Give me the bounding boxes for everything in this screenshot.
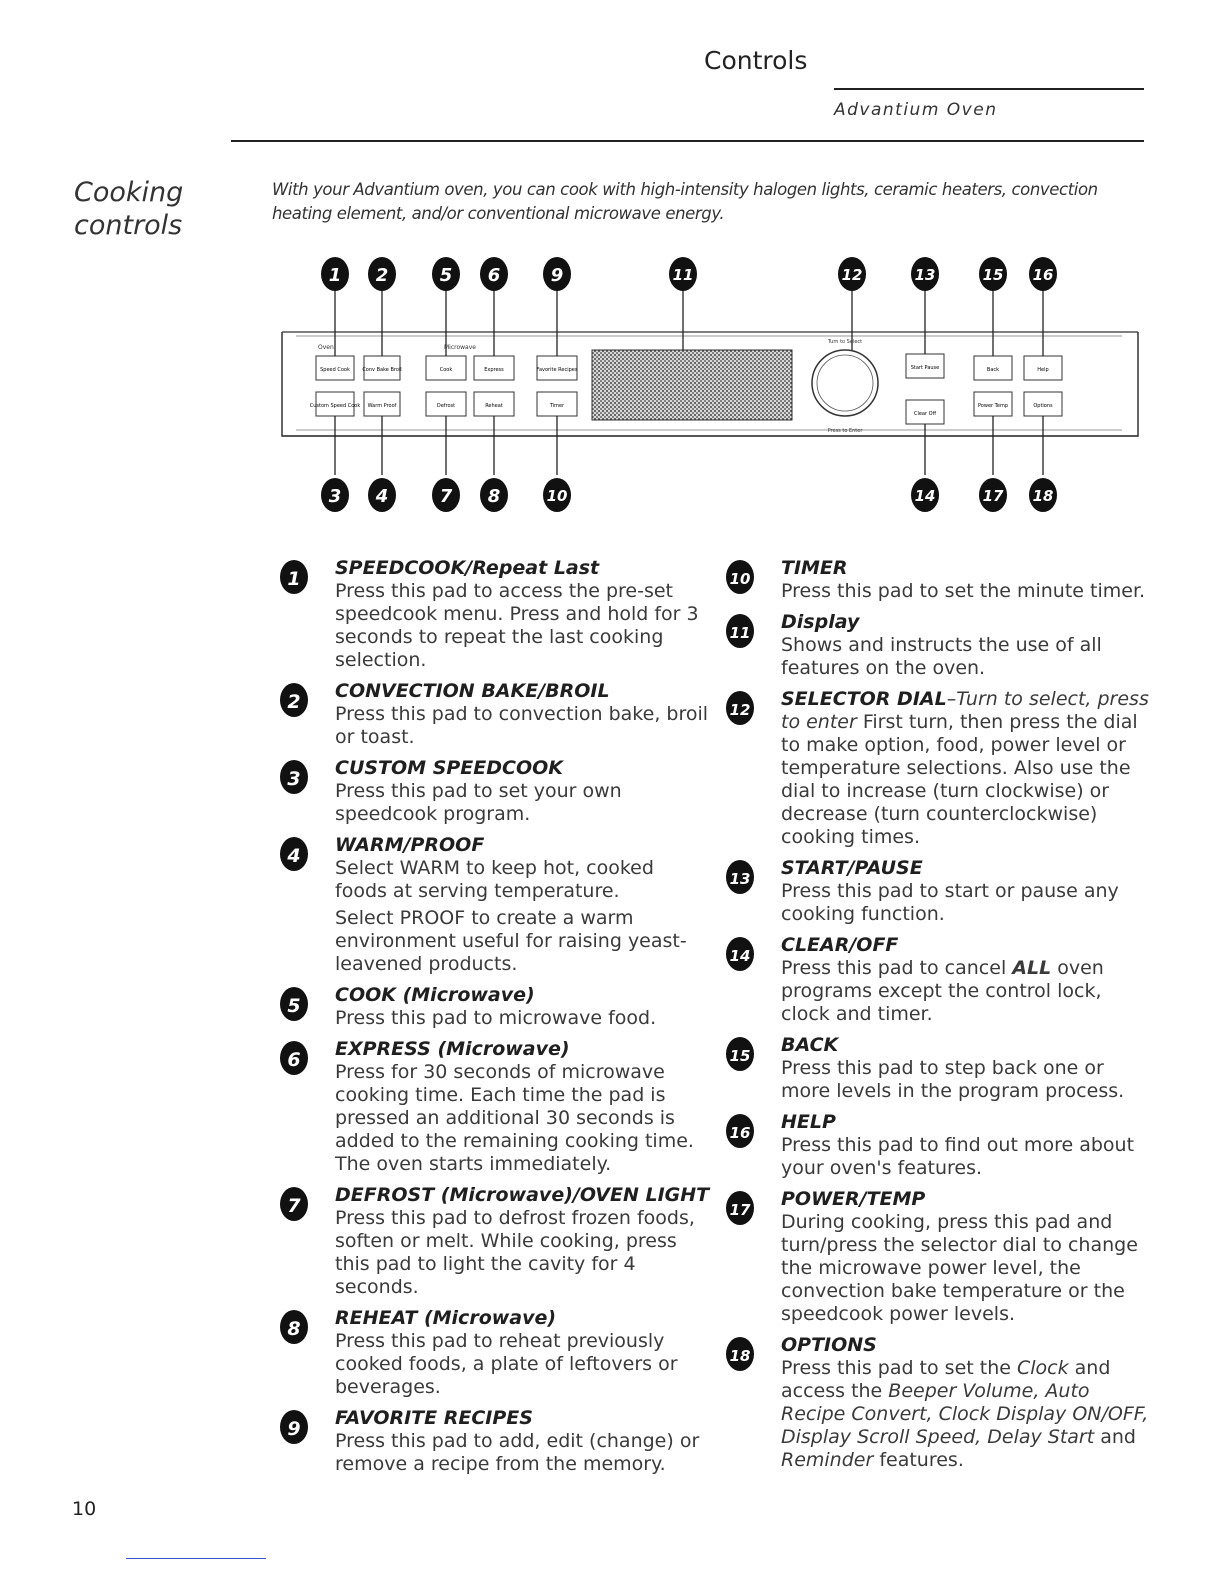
number-badge-8 (279, 1309, 309, 1345)
custom-speedcook-pad-label: Custom Speed Cook (309, 403, 361, 409)
descriptions-left-column (287, 557, 710, 1484)
entry-4-text (335, 857, 710, 976)
warm-proof-pad-label: Warm Proof (367, 403, 397, 409)
callouts-bottom (321, 478, 1057, 512)
entry-7 (287, 1184, 710, 1299)
entry-12-body (781, 688, 1151, 849)
entry-12-title-suffix: –Turn to select, press to enter (781, 688, 1149, 733)
svg-text:16: 16 (1032, 266, 1054, 284)
callout-2 (368, 257, 396, 291)
control-panel-diagram (270, 250, 1150, 530)
entry-16-text: Press this pad to find out more about your oven's features. (781, 1134, 1135, 1179)
entry-1-text: Press this pad to access the pre-set speedcook menu. Press and hold for 3 seconds to repeat the last cooking selection. (335, 580, 699, 671)
options-pad-label: Options (1033, 403, 1053, 409)
entry-13-title: START/PAUSE (781, 857, 923, 879)
number-badge-1 (279, 559, 309, 595)
entry-11-text: Shows and instructs the use of all features on the oven. (781, 634, 1102, 679)
descriptions-right-column (729, 557, 1151, 1480)
svg-text:1: 1 (287, 568, 301, 590)
section-title (74, 176, 183, 242)
entry-3 (287, 757, 710, 826)
svg-text:3: 3 (328, 486, 342, 507)
callout-lines-bottom (335, 416, 1043, 475)
entry-17-text: During cooking, press this pad and turn/press the selector dial to change the microwave power level, the convection bake temperature or the speedcook power levels. (781, 1211, 1138, 1325)
entry-2-text: Press this pad to convection bake, broil or toast. (335, 703, 709, 748)
number-badge-4 (279, 836, 309, 872)
svg-text:18: 18 (729, 1347, 751, 1365)
power-temp-pad-label: Power Temp (977, 403, 1009, 409)
svg-text:2: 2 (287, 691, 301, 713)
number-badge-2 (279, 682, 309, 718)
svg-text:10: 10 (729, 570, 751, 588)
entry-1-title: SPEEDCOOK/Repeat Last (335, 557, 600, 579)
entry-9 (287, 1407, 710, 1476)
entry-12-title: SELECTOR DIAL (781, 688, 947, 710)
number-badge-13 (725, 859, 755, 895)
svg-text:4: 4 (287, 845, 301, 867)
number-badge-17 (725, 1190, 755, 1226)
svg-text:6: 6 (287, 1049, 301, 1071)
number-badge-6 (279, 1040, 309, 1076)
reheat-pad-label: Reheat (485, 403, 503, 409)
entry-13 (729, 857, 1151, 926)
start-pause-pad-label: Start Pause (910, 365, 940, 371)
number-badge-3 (279, 759, 309, 795)
callout-lines-top (335, 290, 1043, 356)
svg-text:10: 10 (546, 487, 568, 505)
svg-text:8: 8 (287, 1318, 301, 1340)
entry-6 (287, 1038, 710, 1176)
callout-5 (432, 257, 460, 291)
selector-dial[interactable] (812, 350, 878, 416)
number-badge-9 (279, 1409, 309, 1445)
display-screen (592, 350, 792, 420)
svg-text:17: 17 (982, 487, 1004, 505)
dial-top-label: Turn to Select (827, 339, 863, 345)
callout-17 (979, 478, 1007, 512)
entry-10-title: TIMER (781, 557, 848, 579)
entry-10 (729, 557, 1151, 603)
svg-text:5: 5 (439, 265, 453, 286)
section-title-line2: controls (74, 210, 183, 241)
svg-text:12: 12 (729, 701, 751, 719)
entry-15-text: Press this pad to step back one or more levels in the program process. (781, 1057, 1125, 1102)
callout-7 (432, 478, 460, 512)
entry-8 (287, 1307, 710, 1399)
svg-text:1: 1 (328, 265, 342, 286)
entry-11-title: Display (781, 611, 860, 633)
svg-text:16: 16 (729, 1124, 751, 1142)
number-badge-18 (725, 1336, 755, 1372)
entry-14 (729, 934, 1151, 1026)
callout-4 (368, 478, 396, 512)
svg-text:14: 14 (914, 487, 936, 505)
callout-6 (480, 257, 508, 291)
entry-8-title: REHEAT (Microwave) (335, 1307, 557, 1329)
entry-17 (729, 1188, 1151, 1326)
entry-2 (287, 680, 710, 749)
help-pad-label: Help (1037, 367, 1049, 373)
svg-text:17: 17 (729, 1201, 751, 1219)
svg-text:11: 11 (672, 266, 694, 284)
svg-text:9: 9 (287, 1418, 301, 1440)
callout-9 (543, 257, 571, 291)
page-header-title: Controls (704, 46, 808, 75)
header-divider (231, 140, 1144, 142)
svg-text:8: 8 (487, 486, 501, 507)
entry-13-text: Press this pad to start or pause any cooking function. (781, 880, 1119, 925)
page-header-subtitle: Advantium Oven (834, 100, 998, 120)
callout-10 (543, 478, 571, 512)
number-badge-7 (279, 1186, 309, 1222)
callout-11 (669, 257, 697, 291)
number-badge-11 (725, 613, 755, 649)
entry-16 (729, 1111, 1151, 1180)
callout-16 (1029, 257, 1057, 291)
callout-15 (979, 257, 1007, 291)
callout-18 (1029, 478, 1057, 512)
svg-text:6: 6 (487, 265, 501, 286)
number-badge-5 (279, 986, 309, 1022)
callout-12 (838, 257, 866, 291)
entry-4-title: WARM/PROOF (335, 834, 485, 856)
header-divider-short (834, 88, 1144, 90)
entry-9-text: Press this pad to add, edit (change) or remove a recipe from the memory. (335, 1430, 700, 1475)
entry-7-text: Press this pad to defrost frozen foods, soften or melt. While cooking, press this pad to light the cavity for 4 seconds. (335, 1207, 695, 1298)
back-pad-label: Back (986, 367, 1000, 373)
entry-5-text: Press this pad to microwave food. (335, 1007, 657, 1029)
section-title-line1: Cooking (74, 177, 184, 208)
svg-text:3: 3 (287, 768, 301, 790)
entry-15 (729, 1034, 1151, 1103)
favorite-recipes-pad-label: Favorite Recipes (536, 367, 578, 373)
entry-18-text: Press this pad to set the Clock and access the Beeper Volume, Auto Recipe Convert, Clock Display ON/OFF, Display Scroll Speed, Delay Start and Reminder features. (781, 1357, 1149, 1471)
svg-text:12: 12 (841, 266, 863, 284)
svg-text:7: 7 (287, 1195, 301, 1217)
entry-11 (729, 611, 1151, 680)
svg-text:13: 13 (729, 870, 751, 888)
entry-5 (287, 984, 710, 1030)
entry-18 (729, 1334, 1151, 1472)
svg-text:15: 15 (982, 266, 1004, 284)
intro-paragraph: With your Advantium oven, you can cook with high-intensity halogen lights, ceramic heaters, convection heating element, and/or conventional microwave energy. (272, 180, 1098, 223)
entry-12 (729, 688, 1151, 849)
svg-text:4: 4 (375, 486, 389, 507)
svg-text:15: 15 (729, 1047, 751, 1065)
entry-12-text: First turn, then press the dial to make option, food, power level or temperature selections. Also use the dial to increase (turn clockwise) or decrease (turn counterclockwise) cooking times. (781, 711, 1138, 848)
entry-16-title: HELP (781, 1111, 836, 1133)
svg-text:2: 2 (375, 265, 389, 286)
entry-1 (287, 557, 710, 672)
entry-6-text: Press for 30 seconds of microwave cooking time. Each time the pad is pressed an additional 30 seconds is added to the remaining cooking time. The oven starts immediately. (335, 1061, 694, 1175)
svg-text:13: 13 (914, 266, 936, 284)
svg-text:11: 11 (729, 624, 751, 642)
callout-1 (321, 257, 349, 291)
entry-4-text-proof: Select PROOF to create a warm environment useful for raising yeast-leavened products. (335, 907, 687, 975)
group-label-microwave: Microwave (444, 344, 476, 351)
callout-13 (911, 257, 939, 291)
svg-text:5: 5 (287, 995, 301, 1017)
callout-14 (911, 478, 939, 512)
entry-10-text: Press this pad to set the minute timer. (781, 580, 1146, 602)
entry-14-title: CLEAR/OFF (781, 934, 899, 956)
entry-15-title: BACK (781, 1034, 839, 1056)
entry-5-title: COOK (Microwave) (335, 984, 535, 1006)
number-badge-10 (725, 559, 755, 595)
conv-bake-broil-pad-label: Conv Bake Broil (362, 367, 402, 373)
number-badge-16 (725, 1113, 755, 1149)
entry-3-title: CUSTOM SPEEDCOOK (335, 757, 563, 779)
cook-pad-label: Cook (439, 367, 453, 373)
speedcook-pad-label: Speed Cook (320, 367, 350, 373)
page-number: 10 (72, 1498, 97, 1520)
entry-6-title: EXPRESS (Microwave) (335, 1038, 570, 1060)
svg-text:18: 18 (1032, 487, 1054, 505)
entry-18-title: OPTIONS (781, 1334, 877, 1356)
timer-pad-label: Timer (549, 403, 565, 409)
entry-4 (287, 834, 710, 976)
svg-text:7: 7 (439, 486, 453, 507)
callout-3 (321, 478, 349, 512)
dial-bottom-label: Press to Enter (827, 428, 863, 434)
number-badge-12 (725, 690, 755, 726)
callout-8 (480, 478, 508, 512)
entry-7-title: DEFROST (Microwave)/OVEN LIGHT (335, 1184, 710, 1206)
svg-text:14: 14 (729, 947, 751, 965)
callouts-top (321, 257, 1057, 291)
entry-3-text: Press this pad to set your own speedcook program. (335, 780, 622, 825)
entry-4-text-warm: Select WARM to keep hot, cooked foods at serving temperature. (335, 857, 654, 902)
entry-9-title: FAVORITE RECIPES (335, 1407, 533, 1429)
number-badge-14 (725, 936, 755, 972)
entry-2-title: CONVECTION BAKE/BROIL (335, 680, 610, 702)
group-label-oven: Oven (318, 344, 334, 351)
express-pad-label: Express (484, 367, 504, 373)
clear-off-pad-label: Clear Off (913, 411, 937, 417)
defrost-pad-label: Defrost (436, 403, 456, 409)
number-badge-15 (725, 1036, 755, 1072)
svg-text:9: 9 (550, 265, 564, 286)
entry-8-text: Press this pad to reheat previously cooked foods, a plate of leftovers or beverages. (335, 1330, 678, 1398)
footer-rule (126, 1558, 266, 1559)
entry-17-title: POWER/TEMP (781, 1188, 926, 1210)
entry-14-text: Press this pad to cancel ALL oven programs except the control lock, clock and timer. (781, 957, 1104, 1025)
